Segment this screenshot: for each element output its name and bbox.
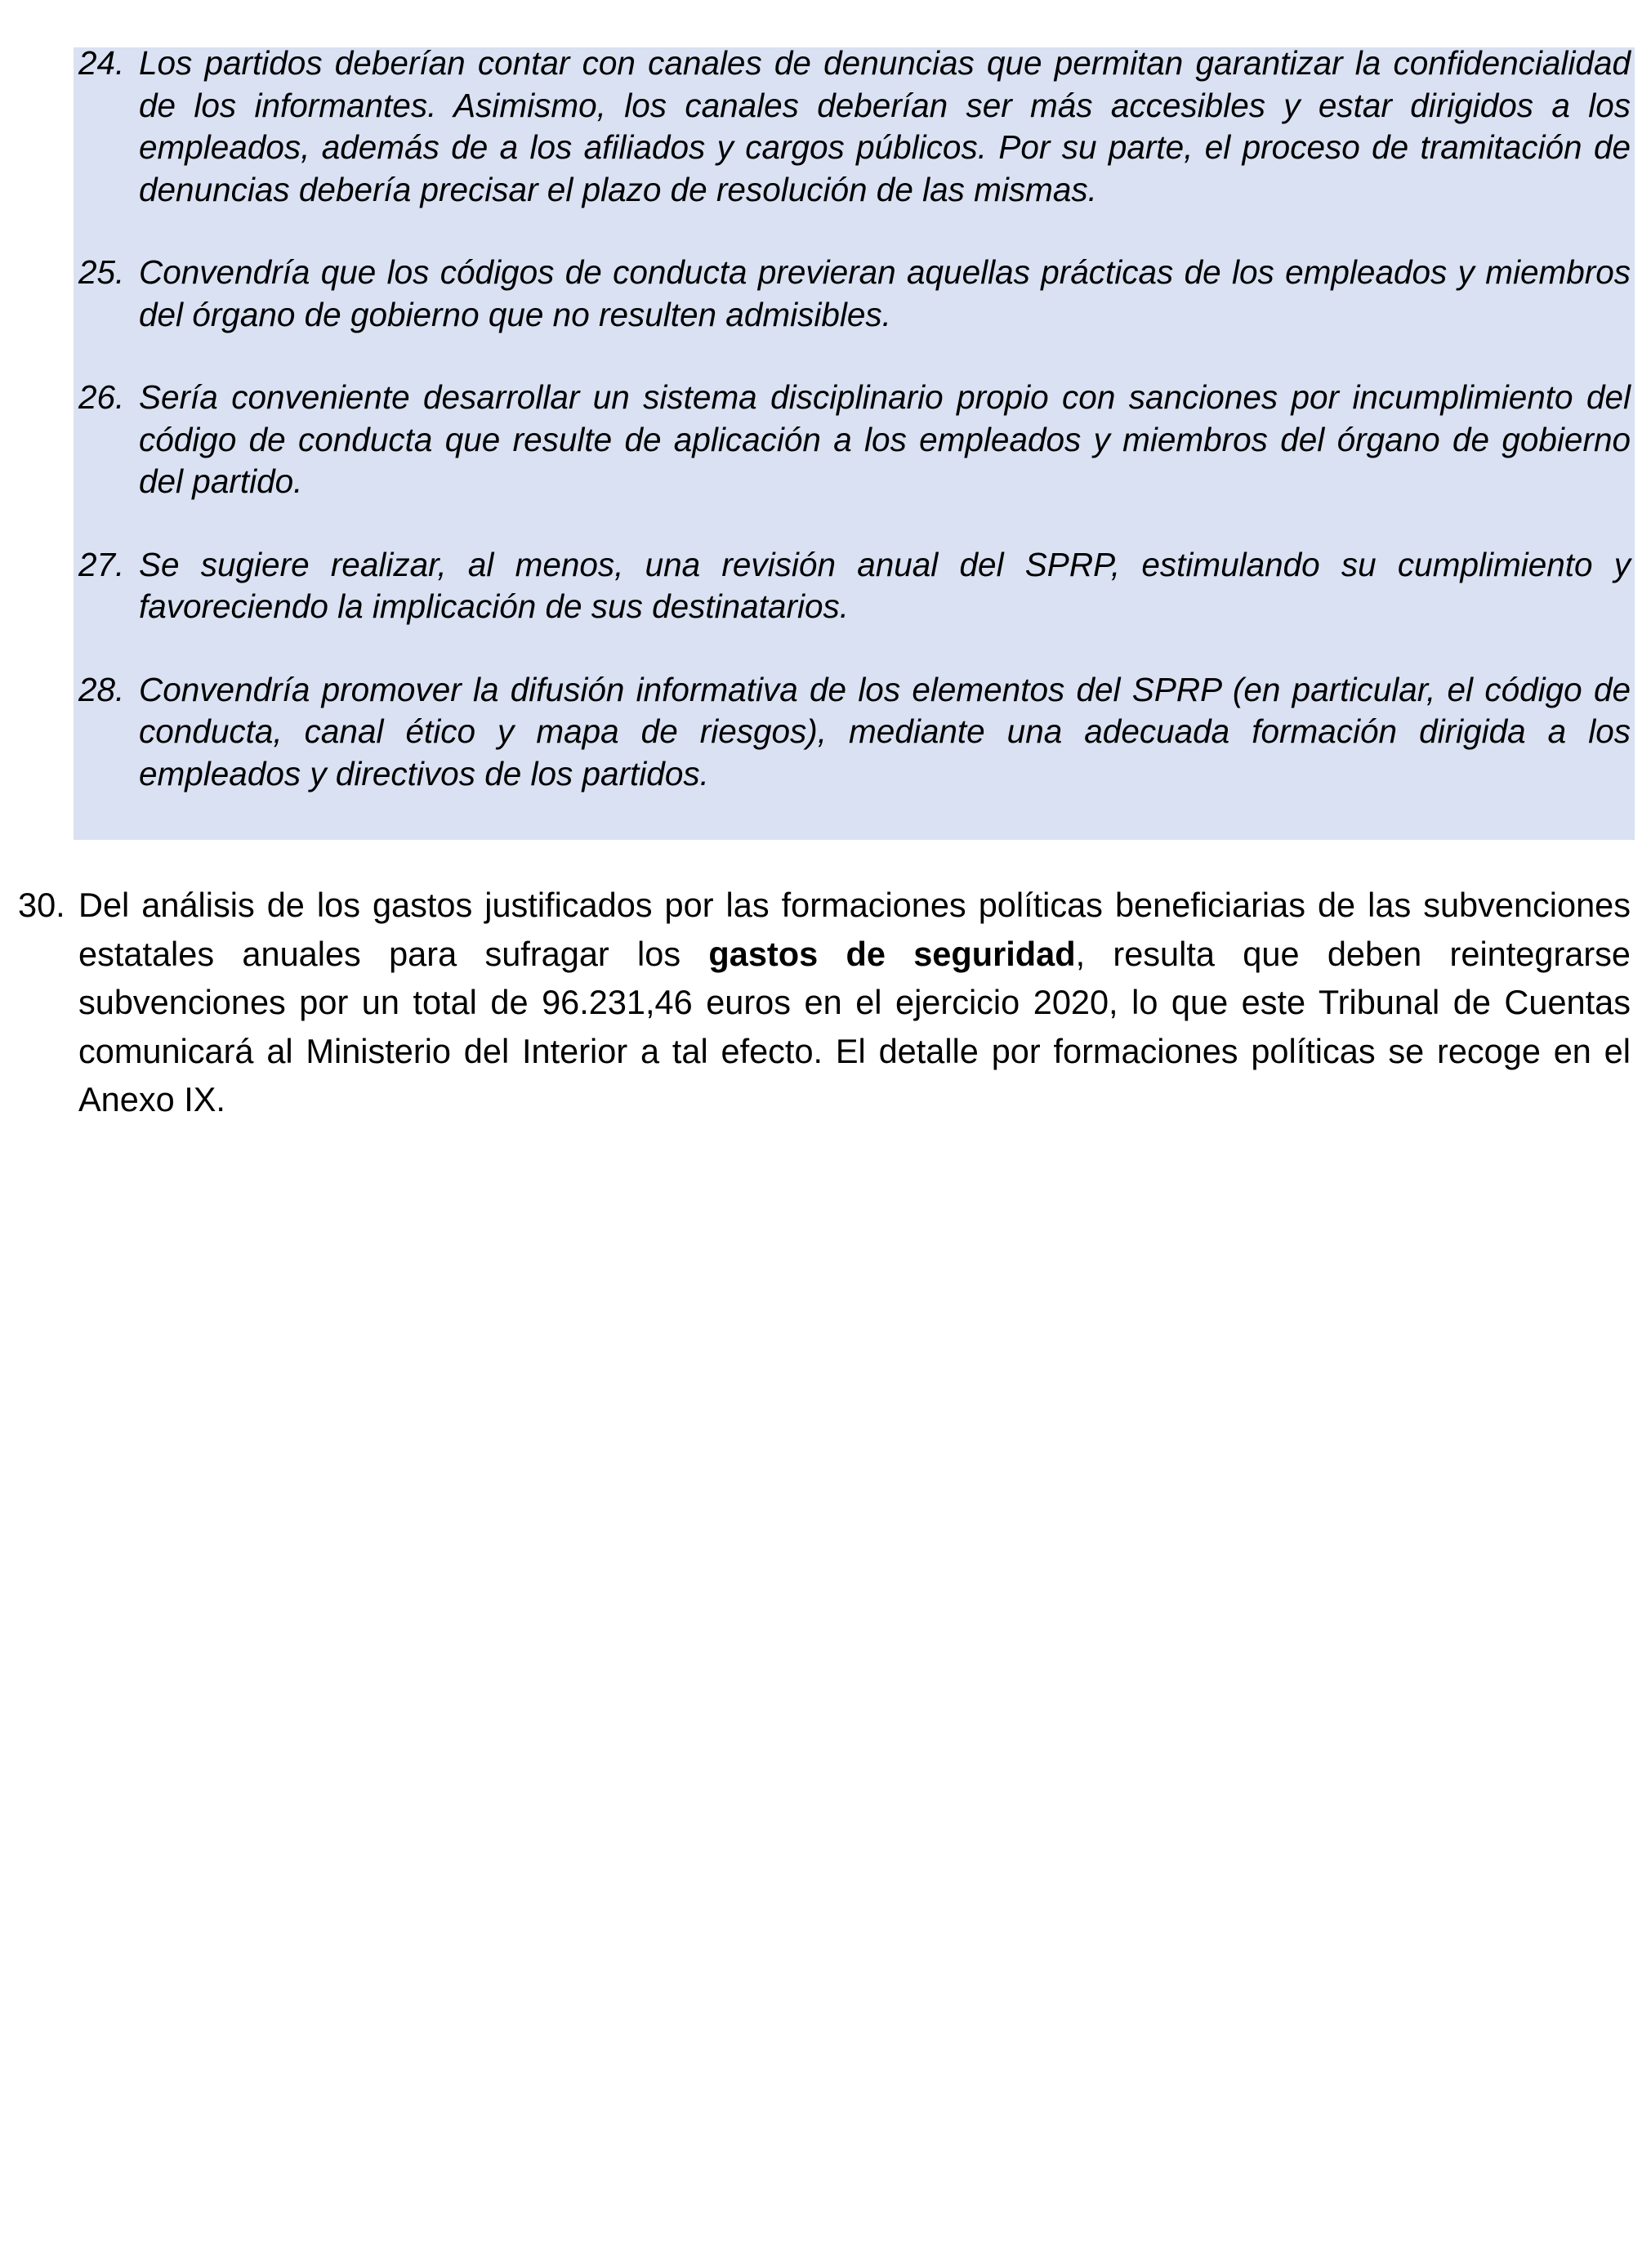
recommendations-list bbox=[78, 42, 1631, 795]
recommendation-number: 28. bbox=[78, 670, 125, 708]
recommendation-number: 27. bbox=[78, 545, 125, 583]
paragraph-number: 30. bbox=[18, 886, 65, 924]
recommendation-text: Convendría promover la difusión informativa de los elementos del SPRP (en particular, el código de conducta, canal ético y mapa de riesgos), mediante una adecuada formación dirigida a los empleados y directivos de los partidos. bbox=[139, 670, 1631, 792]
recommendation-number: 25. bbox=[78, 253, 125, 291]
recommendation-number: 26. bbox=[78, 378, 125, 416]
recommendation-text: Convendría que los códigos de conducta previeran aquellas prácticas de los empleados y miembros del órgano de gobierno que no resulten admisibles. bbox=[139, 253, 1631, 333]
paragraph-text bbox=[18, 881, 1631, 1124]
paragraph-text-before: Del análisis de los gastos justificados por las formaciones políticas beneficiarias de las subvenciones estatales anuales para sufragar los bbox=[78, 886, 1631, 973]
paragraph-text-after: , resulta que deben reintegrarse subvenciones por un total de 96.231,46 euros en el ejercicio 2020, lo que este Tribunal de Cuentas comunicará al Ministerio del Interior a tal efecto. El detalle por formaciones políticas se recoge en el Anexo IX. bbox=[78, 934, 1631, 1118]
paragraph-bold-term: gastos de seguridad bbox=[708, 934, 1076, 973]
recommendation-item-24 bbox=[78, 42, 1631, 211]
recommendation-item-25 bbox=[78, 252, 1631, 336]
recommendation-text: Se sugiere realizar, al menos, una revisión anual del SPRP, estimulando su cumplimiento y favoreciendo la implicación de sus destinatarios. bbox=[139, 545, 1631, 625]
recommendation-item-28 bbox=[78, 669, 1631, 796]
recommendation-text: Los partidos deberían contar con canales de denuncias que permitan garantizar la confidencialidad de los informantes. Asimismo, los canales deberían ser más accesibles y estar dirigidos a los empleados, además de a los afiliados y cargos públicos. Por su parte, el proceso de tramitación de denuncias debería precisar el plazo de resolución de las mismas. bbox=[139, 44, 1631, 208]
recommendation-item-27 bbox=[78, 544, 1631, 628]
recommendation-number: 24. bbox=[78, 44, 125, 82]
paragraph-30 bbox=[18, 881, 1631, 1124]
recommendation-text: Sería conveniente desarrollar un sistema disciplinario propio con sanciones por incumplimiento del código de conducta que resulte de aplicación a los empleados y miembros del órgano de gobierno del partido. bbox=[139, 378, 1631, 500]
recommendation-item-26 bbox=[78, 377, 1631, 503]
